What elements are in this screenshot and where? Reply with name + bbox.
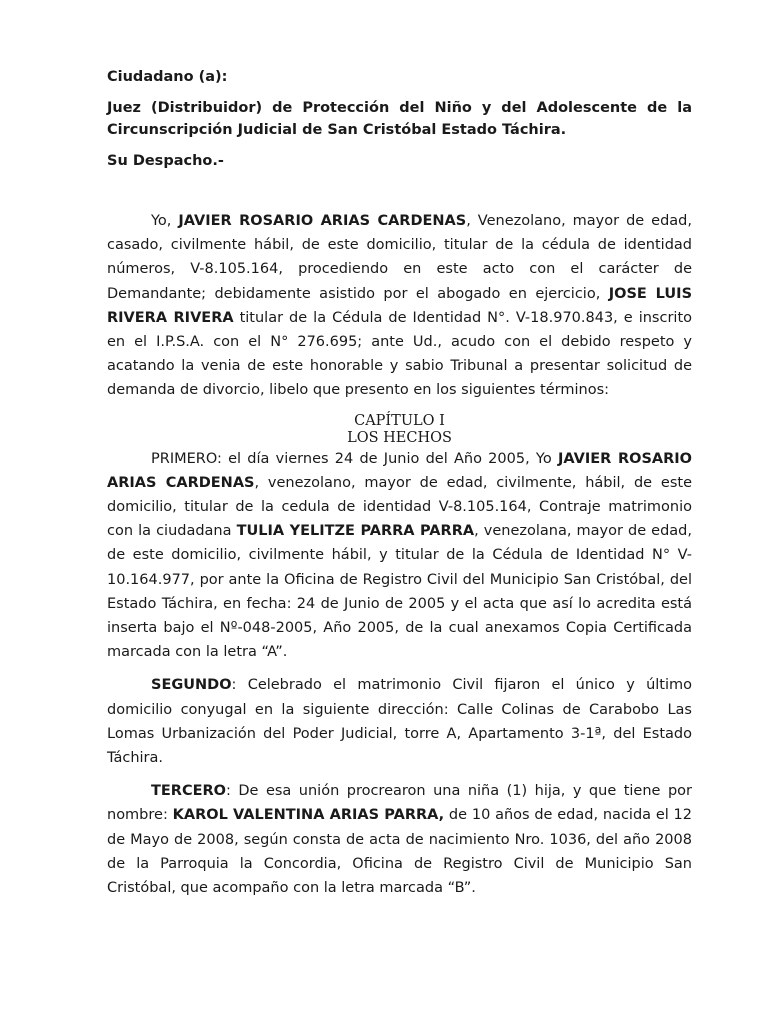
- tercero-text-1: : De esa unión procrearon una niña (1) hija, y que tiene por nombre:: [107, 783, 692, 824]
- chapter-heading: [107, 413, 692, 447]
- plaintiff-name: JAVIER ROSARIO ARIAS CARDENAS: [178, 213, 467, 229]
- tercero-label: TERCERO: [151, 783, 226, 800]
- spouse-name: TULIA YELITZE PARRA PARRA: [236, 523, 475, 540]
- intro-text-3: titular de la Cédula de Identidad N°. V-18.970.843, e inscrito en el I.P.S.A. con el N° 276.695; ante Ud., acudo con el debido respeto y acatando la venia de este honorable y sabio Tribunal a presentar solicitud de demanda de divorcio, libelo que presento en los siguientes términos:: [107, 309, 692, 399]
- tercero-paragraph: [107, 779, 692, 900]
- tercero-text-2: de 10 años de edad, nacida el 12 de Mayo de 2008, según consta de acta de nacimiento Nro. 1036, del año 2008 de la Parroquia la Concordia, Oficina de Registro Civil de Municipio San Cristóbal, que acompaño con la letra marcada “B”.: [107, 807, 692, 897]
- office-line: Su Despacho.-: [107, 153, 224, 169]
- chapter-subtitle: LOS HECHOS: [347, 429, 452, 446]
- court-line: Juez (Distribuidor) de Protección del Niño y del Adolescente de la Circunscripción Judicial de San Cristóbal Estado Táchira.: [107, 100, 692, 138]
- segundo-text: : Celebrado el matrimonio Civil fijaron el único y último domicilio conyugal en la siguiente dirección: Calle Colinas de Carabobo Las Lomas Urbanización del Poder Judicial, torre A, Apartamento 3-1ª, del Estado Táchira.: [107, 677, 692, 767]
- child-name: KAROL VALENTINA ARIAS PARRA,: [172, 807, 445, 824]
- document-page: [107, 66, 692, 900]
- chapter-title: CAPÍTULO I: [354, 412, 445, 429]
- primero-text-2: , venezolano, mayor de edad, civilmente, hábil, de este domicilio, titular de la cedula de identidad V-8.105.164, Contraje matrimonio con la ciudadana: [107, 474, 692, 540]
- primero-paragraph: [107, 447, 692, 665]
- primero-text-1: : el día viernes 24 de Junio del Año 2005, Yo: [217, 450, 558, 467]
- segundo-paragraph: [107, 673, 692, 770]
- primero-plaintiff-name: JAVIER ROSARIO ARIAS CARDENAS: [107, 450, 692, 491]
- intro-paragraph: [107, 209, 692, 403]
- addressee-line: Ciudadano (a):: [107, 69, 228, 85]
- primero-text-3: , venezolana, mayor de edad, de este domicilio, civilmente hábil, y titular de la Cédula de Identidad N° V-10.164.977, por ante la Oficina de Registro Civil del Municipio San Cristóbal, del Estado Táchira, en fecha: 24 de Junio de 2005 y el acta que así lo acredita está inserta bajo el Nº-048-2005, Año 2005, de la cual anexamos Copia Certificada marcada con la letra “A”.: [107, 523, 692, 661]
- lawyer-name: JOSE LUIS RIVERA RIVERA: [107, 285, 693, 326]
- primero-label: PRIMERO: [151, 450, 218, 467]
- segundo-label: SEGUNDO: [151, 677, 232, 694]
- intro-text-1: Yo,: [151, 213, 179, 229]
- intro-text-2: , Venezolano, mayor de edad, casado, civilmente hábil, de este domicilio, titular de la cédula de identidad números, V-8.105.164, procediendo en este acto con el carácter de Demandante; debidamente asistido por el abogado en ejercicio,: [107, 213, 692, 302]
